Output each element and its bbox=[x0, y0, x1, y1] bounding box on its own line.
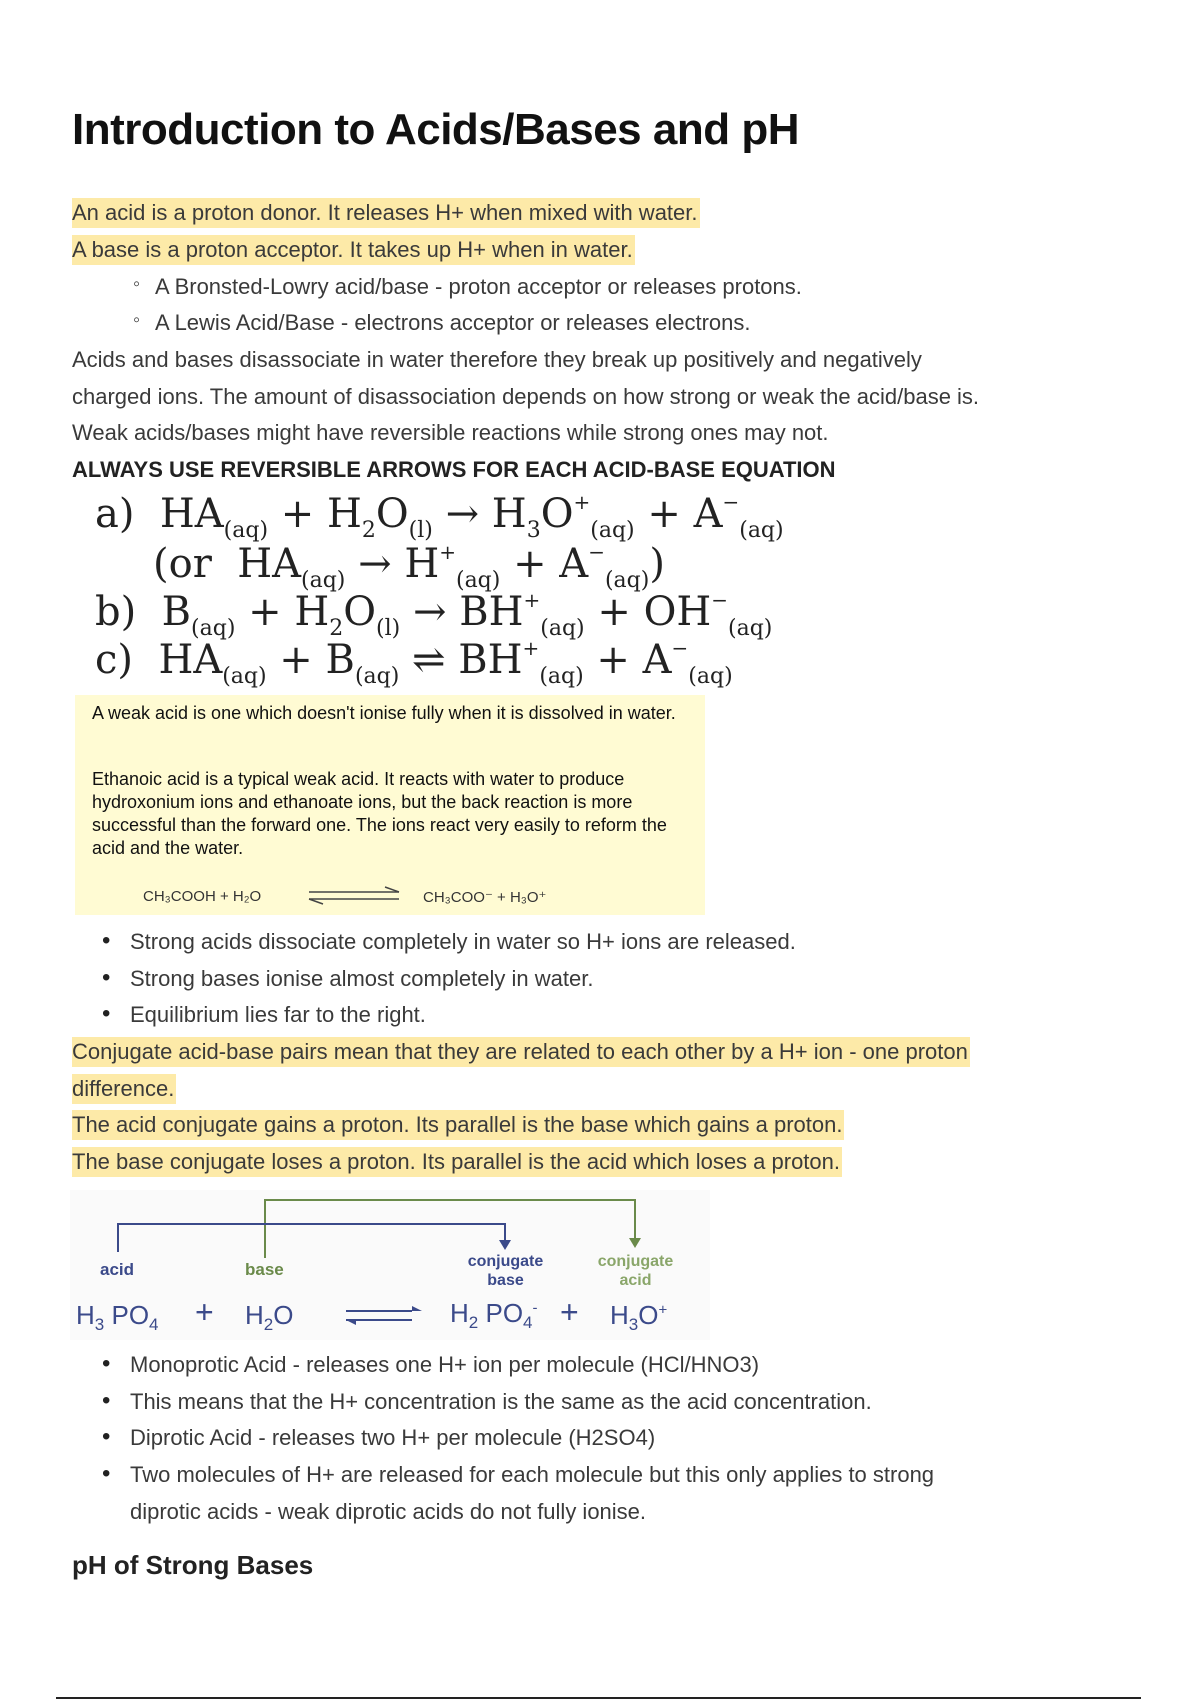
list-item: • This means that the H+ concentration is the same as the acid concentration. bbox=[130, 1389, 872, 1415]
equation-c: c) $HA_{(aq)} + B_{(aq)}$ ⇌ $BH^+_{(aq)} + A^-_{(aq)}$ bbox=[95, 636, 733, 689]
acid-definition: An acid is a proton donor. It releases H+ when mixed with water. bbox=[72, 200, 700, 226]
page-title: Introduction to Acids/Bases and pH bbox=[72, 105, 799, 154]
plus-sign: + bbox=[195, 1294, 214, 1330]
list-item: • Equilibrium lies far to the right. bbox=[130, 1002, 426, 1028]
list-item-continuation: diprotic acids - weak diprotic acids do not fully ionise. bbox=[130, 1499, 647, 1524]
plus-sign: + bbox=[560, 1294, 579, 1330]
label-base: base bbox=[245, 1260, 284, 1279]
section-heading-strong-bases: pH of Strong Bases bbox=[72, 1550, 314, 1580]
equation-a-alt: (or $HA_{(aq)} \to H^+_{(aq)} + A^-_{(aq)}$) bbox=[153, 540, 665, 593]
list-item: • Strong acids dissociate completely in water so H+ ions are released. bbox=[130, 929, 796, 955]
label-conjugate-base: conjugate base bbox=[467, 1253, 544, 1289]
weak-acid-definition: A weak acid is one which doesn't ionise fully when it is dissolved in water. bbox=[92, 703, 676, 723]
list-item: • Two molecules of H+ are released for each molecule but this only applies to strong bbox=[130, 1462, 934, 1488]
base-definition: A base is a proton acceptor. It takes up H+ when in water. bbox=[72, 237, 635, 263]
ethanoic-eq-right: CH₃COO⁻ + H₃O⁺ bbox=[423, 889, 547, 906]
equilibrium-arrow-icon bbox=[305, 885, 405, 907]
paragraph-line-3: Weak acids/bases might have reversible reactions while strong ones may not. bbox=[72, 420, 829, 445]
phosphoric-acid-formula: $H_3$ $PO_4$ bbox=[76, 1300, 159, 1335]
paragraph-line-2: charged ions. The amount of disassociation depends on how strong or weak the acid/base is. bbox=[72, 384, 980, 409]
conjugate-line-1: Conjugate acid-base pairs mean that they are related to each other by a H+ ion - one proton bbox=[72, 1039, 970, 1065]
page-divider bbox=[56, 1697, 1141, 1699]
conjugate-line-4: The base conjugate loses a proton. Its parallel is the acid which loses a proton. bbox=[72, 1149, 842, 1175]
reversible-arrows-note: ALWAYS USE REVERSIBLE ARROWS FOR EACH ACID-BASE EQUATION bbox=[72, 457, 836, 482]
weak-acid-box bbox=[75, 695, 705, 915]
ethanoic-eq-left: CH₃COOH + H₂O bbox=[143, 888, 262, 905]
bronsted-item: ◦ A Bronsted-Lowry acid/base - proton acceptor or releases protons. bbox=[155, 274, 802, 300]
equation-b: b) $B_{(aq)} + H_2O_{(l)} \to BH^+_{(aq)} + OH^-_{(aq)}$ bbox=[95, 588, 773, 641]
equation-a: a) $HA_{(aq)} + H_2O_{(l)} \to H_3O^+_{(aq)} + A^-_{(aq)}$ bbox=[95, 490, 784, 543]
conjugate-line-2: difference. bbox=[72, 1076, 176, 1102]
water-formula: $H_2O$ bbox=[245, 1300, 294, 1335]
label-acid: acid bbox=[100, 1260, 135, 1279]
list-item: • Diprotic Acid - releases two H+ per molecule (H2SO4) bbox=[130, 1425, 655, 1451]
conjugate-line-3: The acid conjugate gains a proton. Its parallel is the base which gains a proton. bbox=[72, 1112, 844, 1138]
dihydrogen-phosphate-formula: $H_2$ $PO_4^-$ bbox=[450, 1298, 538, 1333]
list-item: • Strong bases ionise almost completely in water. bbox=[130, 966, 593, 992]
label-conjugate-acid: conjugate acid bbox=[597, 1253, 674, 1289]
hydronium-formula: $H_3O^+$ bbox=[610, 1300, 668, 1335]
list-item: • Monoprotic Acid - releases one H+ ion per molecule (HCl/HNO3) bbox=[130, 1352, 759, 1378]
ethanoic-acid-text: Ethanoic acid is a typical weak acid. It reacts with water to produce hydroxonium ions and ethanoate ions, but the back reaction is more successful than the forward one. The ions react very easily to reform the acid and the water. bbox=[92, 769, 667, 858]
conjugate-pairs-diagram bbox=[70, 1190, 710, 1340]
lewis-item: ◦ A Lewis Acid/Base - electrons acceptor or releases electrons. bbox=[155, 310, 751, 336]
paragraph-line-1: Acids and bases disassociate in water therefore they break up positively and negatively bbox=[72, 347, 922, 372]
